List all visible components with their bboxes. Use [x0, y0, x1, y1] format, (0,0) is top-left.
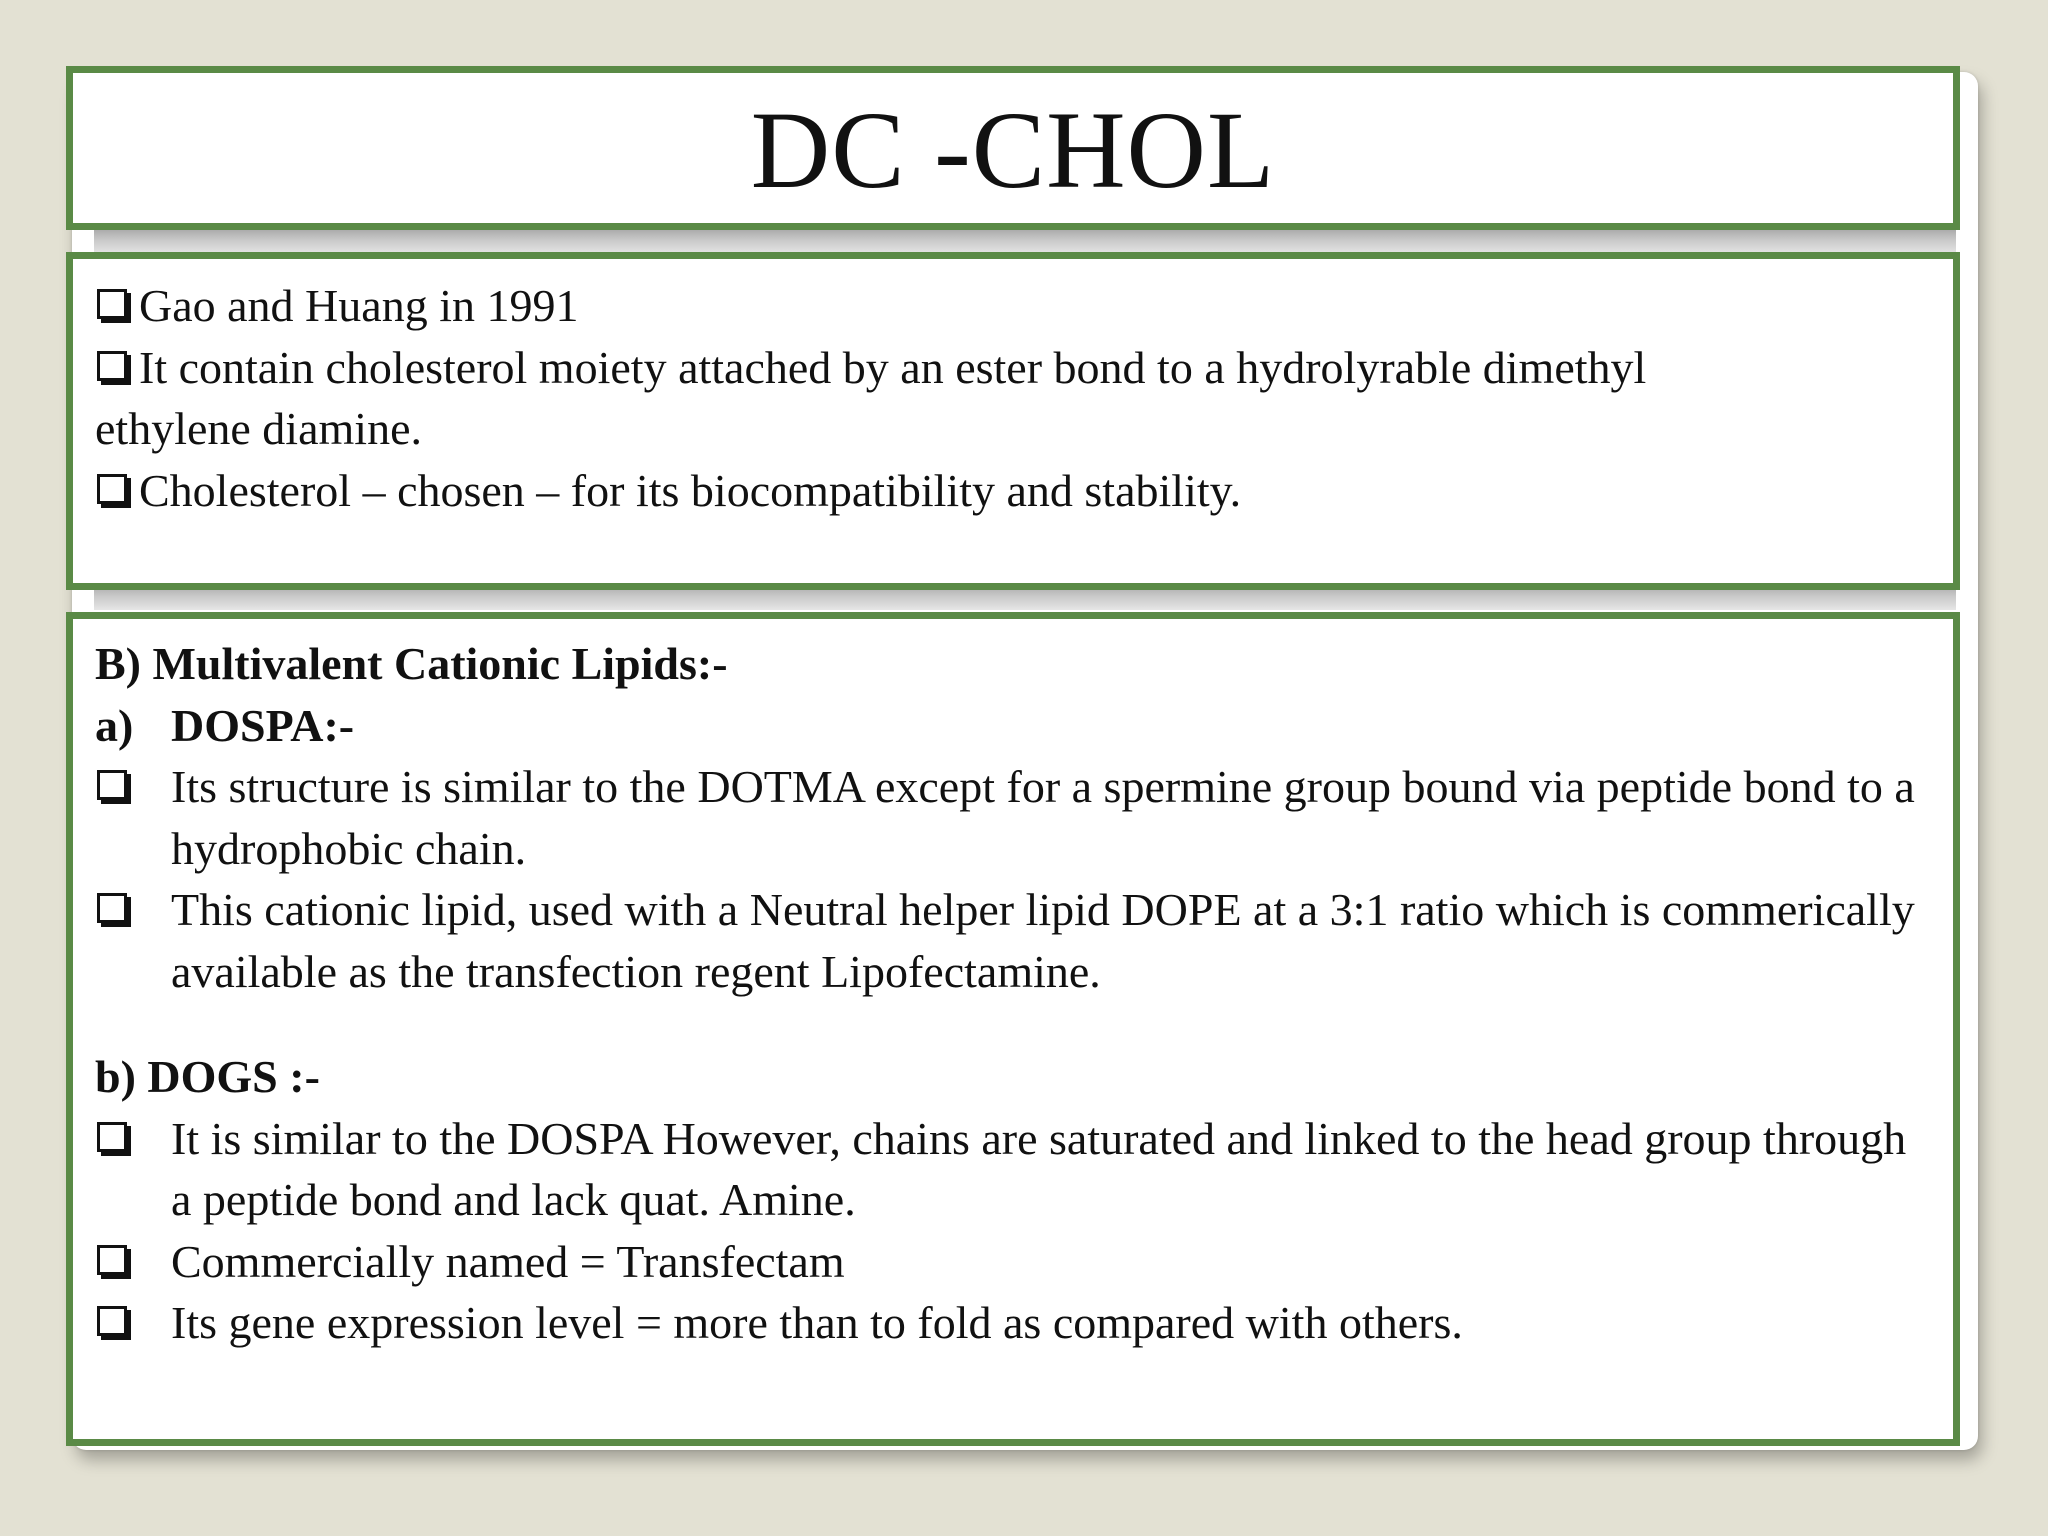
subsection-title: DOSPA:-: [171, 699, 355, 751]
slide-title: DC -CHOL: [750, 89, 1276, 211]
list-item-continuation: ethylene diamine.: [95, 403, 422, 454]
list-item: Its gene expression level = more than to fold as compared with others.: [95, 1292, 1935, 1354]
list-item: Commercially named = Transfectam: [95, 1231, 1935, 1293]
list-item: Gao and Huang in 1991: [95, 275, 1935, 337]
subsection-marker: a): [95, 699, 134, 751]
checkbox-square-icon: [97, 351, 127, 381]
checkbox-square-icon: [97, 770, 127, 800]
checkbox-square-icon: [97, 289, 127, 319]
checkbox-square-icon: [97, 1306, 127, 1336]
section-heading: B) Multivalent Cationic Lipids:-: [95, 638, 728, 689]
subsection-heading-a: [95, 695, 1935, 757]
spacer: [95, 1002, 1935, 1046]
list-item: This cationic lipid, used with a Neutral helper lipid DOPE at a 3:1 ratio which is commerically available as the transfection regent Lipofectamine.: [95, 879, 1935, 1002]
list-item: Cholesterol – chosen – for its biocompatibility and stability.: [95, 460, 1935, 522]
checkbox-square-icon: [97, 893, 127, 923]
checkbox-square-icon: [97, 1122, 127, 1152]
list-item: It contain cholesterol moiety attached by an ester bond to a hydrolyrable dimethyl: [95, 337, 1935, 399]
list-item: Its structure is similar to the DOTMA except for a spermine group bound via peptide bond to a hydrophobic chain.: [95, 756, 1935, 879]
lipids-box: [66, 612, 1960, 1446]
list-item: It is similar to the DOSPA However, chains are saturated and linked to the head group through a peptide bond and lack quat. Amine.: [95, 1108, 1935, 1231]
checkbox-square-icon: [97, 1245, 127, 1275]
intro-box: [66, 252, 1960, 590]
divider-band-top: [94, 228, 1956, 254]
checkbox-square-icon: [97, 474, 127, 504]
title-box: [66, 66, 1960, 230]
subsection-heading-b: b) DOGS :-: [95, 1051, 320, 1102]
